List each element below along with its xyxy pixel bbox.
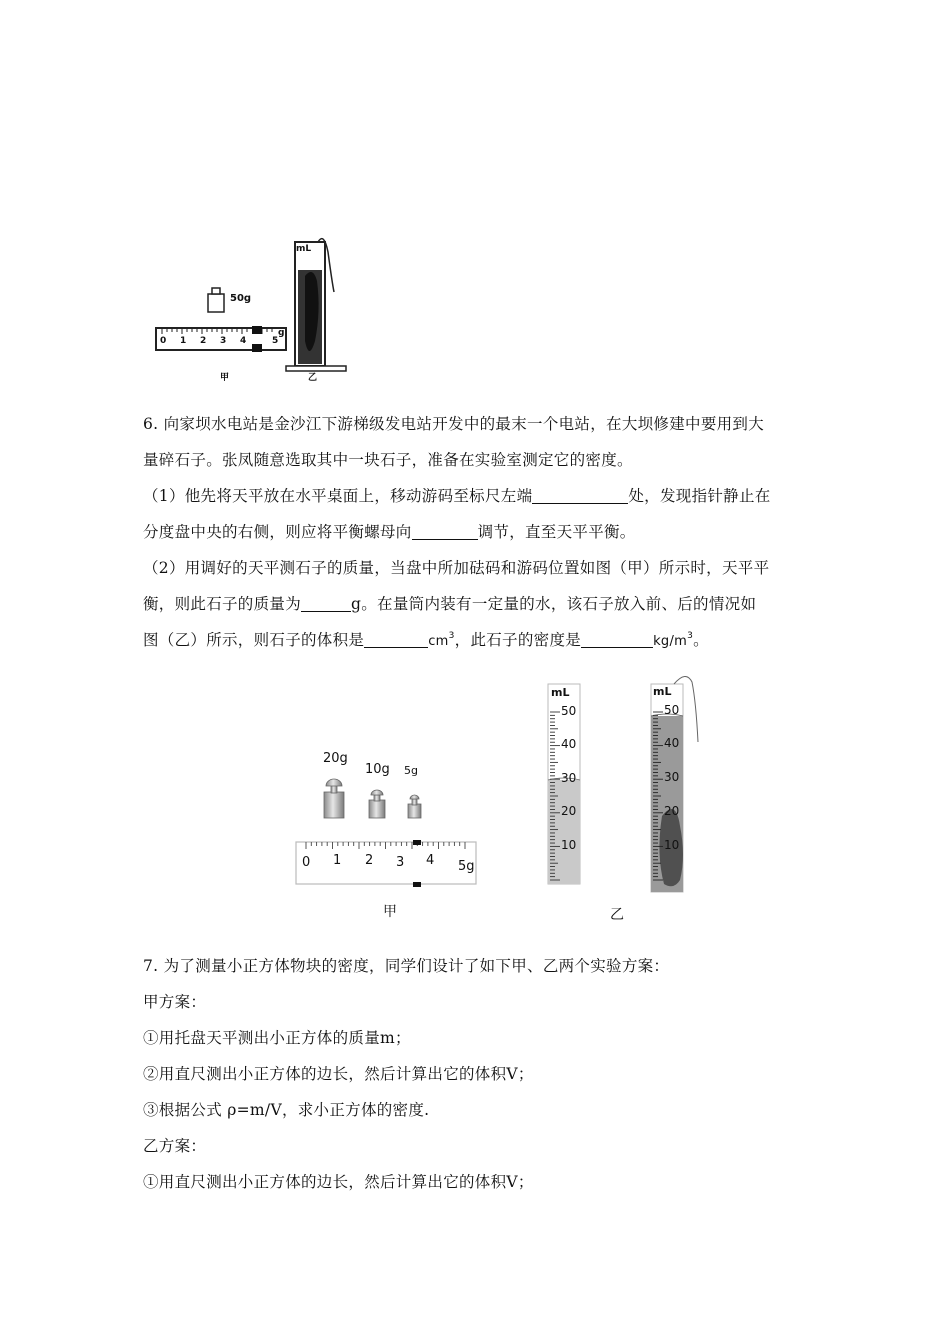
top-tick-1: 1: [180, 336, 187, 346]
top-caption-left: 甲: [220, 373, 230, 383]
q7-jia-step-1: ①用托盘天平测出小正方体的质量m；: [143, 1029, 411, 1047]
q7-jia-title: 甲方案：: [143, 993, 207, 1011]
top-caption-right: 乙: [308, 373, 318, 383]
figure-jia: [290, 745, 490, 925]
before-mark-30: 30: [561, 771, 577, 785]
q6-p2-text-c: g。在量筒内装有一定量的水，该石子放入前、后的情况如: [351, 595, 757, 613]
top-tick-5: 5: [272, 336, 279, 346]
before-mark-20: 20: [561, 804, 577, 818]
q6-line-1: 6. 向家坝水电站是金沙江下游梯级发电站开发中的最末一个电站，在大坝修建中要用到大: [143, 415, 765, 433]
ruler-label-0: 0: [302, 855, 311, 870]
q6-unit-cm-text: cm: [428, 634, 449, 649]
ruler-label-1: 1: [333, 853, 342, 868]
q6-part2-line-2: [143, 586, 815, 622]
top-tick-4: 4: [240, 336, 247, 346]
top-figure: [150, 236, 360, 386]
top-cylinder-top: 50: [308, 256, 317, 264]
q6-p1-text-c: 分度盘中央的右侧，则应将平衡螺母向: [143, 523, 412, 541]
before-mark-40: 40: [561, 737, 577, 751]
q6-p2-text-b: 衡，则此石子的质量为: [143, 595, 302, 613]
ruler-label-4: 4: [426, 853, 435, 868]
q6-unit-kgm-text: kg/m: [653, 634, 688, 649]
q7-yi-title: 乙方案：: [143, 1137, 207, 1155]
q7-yi-step-1: ①用直尺测出小正方体的边长，然后计算出它的体积V；: [143, 1173, 534, 1191]
rider-top: [413, 840, 421, 845]
after-mark-20: 20: [664, 804, 680, 818]
top-tick-3: 3: [220, 336, 227, 346]
ruler-label-3: 3: [396, 855, 405, 870]
top-cylinder-unit: mL: [296, 244, 312, 254]
question-7: [143, 948, 815, 1200]
q7-line-1: 7. 为了测量小正方体物块的密度，同学们设计了如下甲、乙两个实验方案：: [143, 957, 670, 975]
top-tick-2: 2: [200, 336, 207, 346]
cylinder-before-unit: mL: [551, 686, 570, 699]
q6-unit-kgm-sup: 3: [687, 631, 694, 641]
after-mark-40: 40: [664, 736, 680, 750]
ruler-label-end: 5g: [458, 859, 475, 874]
q6-p2-text-h: 。: [693, 631, 709, 649]
before-mark-50: 50: [561, 704, 577, 718]
cylinder-after-unit: mL: [653, 685, 672, 698]
rider-bottom: [413, 882, 421, 887]
q7-jia-step-3: ③根据公式 ρ=m/V，求小正方体的密度.: [143, 1101, 430, 1119]
q6-unit-kgm: [653, 631, 694, 649]
top-tick-0: 0: [160, 336, 167, 346]
q6-unit-cm-sup: 3: [448, 631, 455, 641]
ruler-label-2: 2: [365, 853, 374, 868]
top-figure-drawing: [150, 236, 360, 386]
weight-20g: [324, 779, 344, 818]
caption-yi: 乙: [610, 907, 624, 923]
q6-p1-text-b: 处，发现指针静止在: [628, 487, 771, 505]
q6-part1-line-1: [143, 478, 815, 514]
q6-part2-line-3: [143, 622, 815, 660]
after-mark-10: 10: [664, 838, 680, 852]
after-mark-30: 30: [664, 770, 680, 784]
q6-blank-direction[interactable]: [412, 521, 478, 540]
q6-part1-line-2: [143, 514, 815, 550]
q6-unit-cm: [428, 631, 455, 649]
q6-line-2: 量碎石子。张凤随意选取其中一块石子，准备在实验室测定它的密度。: [143, 451, 633, 469]
top-ruler-unit: g: [278, 328, 285, 338]
q6-p2-text-d: 图（乙）所示，则石子的体积是: [143, 631, 365, 649]
figure-yi: [540, 676, 710, 926]
rider-ruler: [296, 840, 476, 887]
top-weight-label: 50g: [230, 293, 252, 304]
before-mark-10: 10: [561, 838, 577, 852]
q6-p1-text-d: 调节，直至天平平衡。: [477, 523, 636, 541]
after-mark-50: 50: [664, 703, 680, 717]
q6-p1-text-a: （1）他先将天平放在水平桌面上，移动游码至标尺左端: [143, 487, 533, 505]
question-6: [143, 406, 815, 660]
q6-blank-volume[interactable]: [364, 629, 428, 648]
q7-jia-step-2: ②用直尺测出小正方体的边长，然后计算出它的体积V；: [143, 1065, 534, 1083]
caption-jia: 甲: [383, 904, 397, 920]
q6-p2-text-f: ，此石子的密度是: [454, 631, 582, 649]
weight-5g-label: 5g: [404, 764, 418, 777]
weight-10g-label: 10g: [365, 762, 390, 777]
q6-part2-line-1: （2）用调好的天平测石子的质量，当盘中所加砝码和游码位置如图（甲）所示时，天平平: [143, 559, 770, 577]
weight-10g: [369, 790, 385, 818]
q6-blank-mass[interactable]: [301, 593, 351, 612]
weight-5g: [408, 795, 421, 818]
weight-20g-label: 20g: [323, 751, 348, 766]
q6-blank-density[interactable]: [581, 629, 653, 648]
q6-blank-zero-mark[interactable]: [532, 485, 628, 504]
